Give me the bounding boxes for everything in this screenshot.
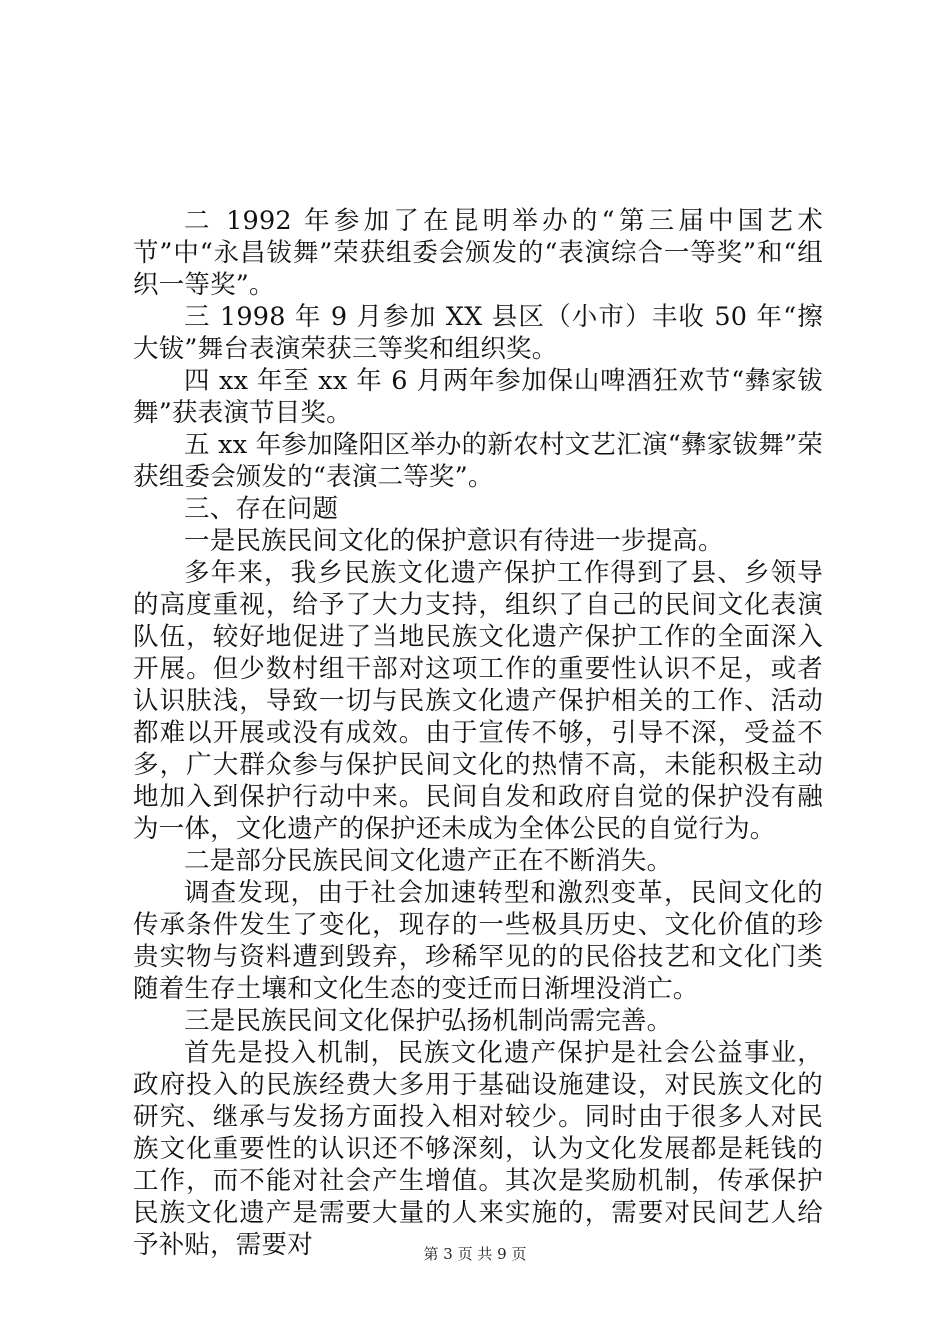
- paragraph-awareness: 多年来，我乡民族文化遗产保护工作得到了县、乡领导的高度重视，给予了大力支持，组织了自己的民间文化表演队伍，较好地促进了当地民族文化遗产保护工作的全面深入开展。但少数村组干部对这项工作的重要性认识不足，或者认识肤浅，导致一切与民族文化遗产保护相关的工作、活动都难以开展或没有成效。由于宣传不够，引导不深，受益不多，广大群众参与保护民间文化的热情不高，未能积极主动地加入到保护行动中来。民间自发和政府自觉的保护没有融为一体，文化遗产的保护还未成为全体公民的自觉行为。: [133, 558, 823, 844]
- paragraph-award-1998: 三 1998 年 9 月参加 XX 县区（小市）丰收 50 年“擦大钹”舞台表演荣获三等奖和组织奖。: [133, 302, 823, 364]
- document-body: [133, 205, 823, 1261]
- paragraph-award-new-village: 五 xx 年参加隆阳区举办的新农村文艺汇演“彝家钹舞”荣获组委会颁发的“表演二等奖”。: [133, 430, 823, 492]
- paragraph-award-beer-festival: 四 xx 年至 xx 年 6 月两年参加保山啤酒狂欢节“彝家钹舞”获表演节目奖。: [133, 366, 823, 428]
- subheading-mechanism: 三是民族民间文化保护弘扬机制尚需完善。: [184, 1006, 673, 1036]
- paragraph-disappearing: 调查发现，由于社会加速转型和激烈变革，民间文化的传承条件发生了变化，现存的一些极具历史、文化价值的珍贵实物与资料遭到毁弃，珍稀罕见的的民俗技艺和文化门类随着生存土壤和文化生态的变迁而日渐埋没消亡。: [133, 878, 823, 1004]
- subheading-disappearing: 二是部分民族民间文化遗产正在不断消失。: [184, 846, 673, 876]
- paragraph-award-1992: 二 1992 年参加了在昆明举办的“第三届中国艺术节”中“永昌钹舞”荣获组委会颁发的“表演综合一等奖”和“组织一等奖”。: [133, 206, 823, 300]
- page-footer: 第 3 页 共 9 页: [423, 1245, 527, 1263]
- section-heading-problems: 三、存在问题: [184, 494, 339, 524]
- subheading-awareness: 一是民族民间文化的保护意识有待进一步提高。: [184, 526, 724, 556]
- paragraph-mechanism: 首先是投入机制，民族文化遗产保护是社会公益事业，政府投入的民族经费大多用于基础设施建设，对民族文化的研究、继承与发扬方面投入相对较少。同时由于很多人对民族文化重要性的认识还不够深刻，认为文化发展都是耗钱的工作，而不能对社会产生增值。其次是奖励机制，传承保护民族文化遗产是需要大量的人来实施的，需要对民间艺人给予补贴，需要对: [133, 1038, 823, 1260]
